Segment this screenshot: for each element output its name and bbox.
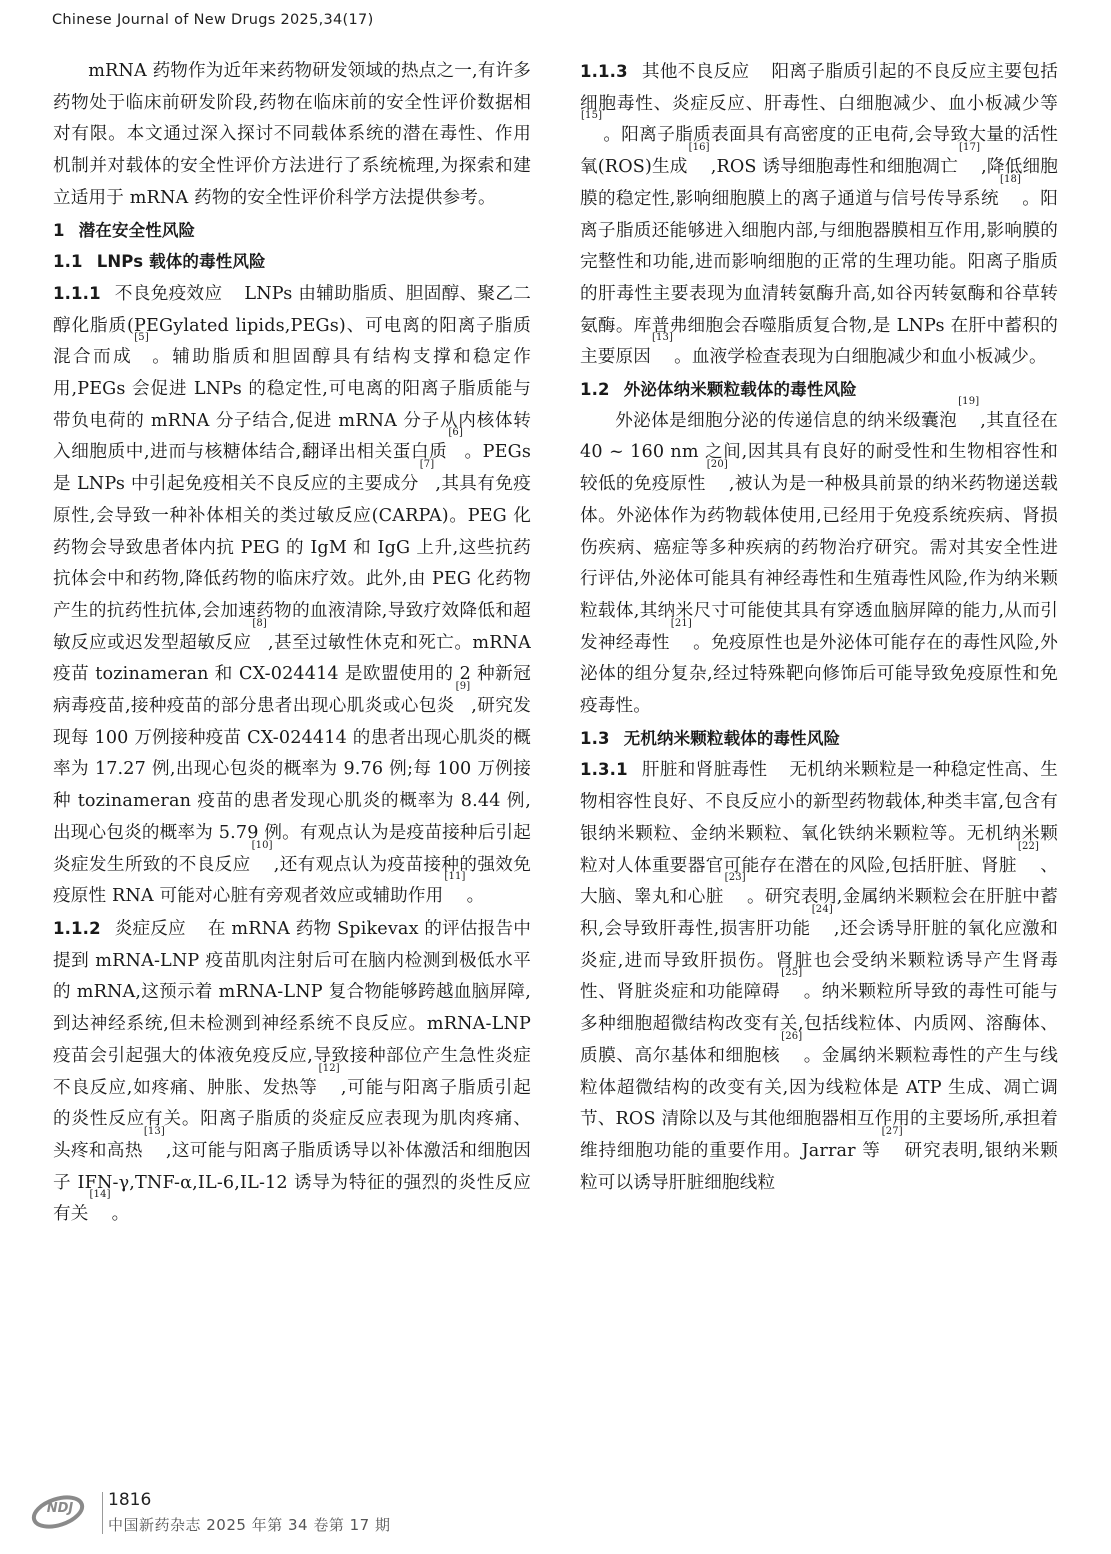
citation: [20] xyxy=(706,459,728,471)
citation: [21] xyxy=(670,617,692,629)
section-number: 1.3 xyxy=(580,728,610,748)
body-text: 。金属纳米颗粒毒性的产生与线粒体超微结构的改变有关,因为线粒体是 ATP 生成、凋亡调节、ROS 清除以及与其他细胞器相互作用的主要场所,承担着维持细胞功能的重要作用。Jarrar 等 xyxy=(580,1045,1058,1161)
section-heading-1 xyxy=(53,215,531,247)
citation: [5] xyxy=(134,332,149,344)
citation: [6] xyxy=(448,427,463,439)
section-heading-1-1 xyxy=(53,246,531,278)
citation: [17] xyxy=(959,142,981,154)
citation: [15] xyxy=(581,110,603,122)
body-text: 。阳离子脂质表面具有高密度的正电荷,会导致大量的活性氧(ROS)生成 xyxy=(580,125,1058,178)
body-text: ,降低细胞膜的稳定性,影响细胞膜上的离子通道与信号传导系统 xyxy=(580,157,1059,209)
section-number: 1.2 xyxy=(580,380,610,400)
body-text: 。辅助脂质和胆固醇具有结构支撑和稳定作用,PEGs 会促进 LNPs 的稳定性,可电离的阳离子脂质能与带负电荷的 mRNA 分子结合,促进 mRNA 分子从内核体转入细胞质中,进而与核糖体结合,翻译出相关蛋白质 xyxy=(53,347,531,463)
section-title: LNPs 载体的毒性风险 xyxy=(96,252,266,272)
subsection-title: 其他不良反应 xyxy=(641,62,750,82)
paragraph-1-1-2 xyxy=(53,913,531,1231)
citation: [24] xyxy=(811,903,833,915)
section-title: 外泌体纳米颗粒载体的毒性风险 xyxy=(623,380,857,400)
right-column xyxy=(580,56,1058,1199)
citation: [27] xyxy=(881,1125,903,1137)
subsection-number: 1.1.2 xyxy=(53,918,101,938)
citation: [23] xyxy=(724,872,746,884)
subsection-title: 不良免疫效应 xyxy=(114,283,223,304)
intro-paragraph: mRNA 药物作为近年来药物研发领域的热点之一,有许多药物处于临床前研发阶段,药物在临床前的安全性评价数据相对有限。本文通过深入探讨不同载体系统的潜在毒性、作用机制并对载体的安全性评价方法进行了系统梳理,为探索和建立适用于 mRNA 药物的安全性评价科学方法提供参考。 xyxy=(53,61,531,208)
body-text: 。PEGs 是 LNPs 中引起免疫相关不良反应的主要成分 xyxy=(53,442,532,495)
body-text: 。 xyxy=(466,886,485,907)
paragraph-1-2 xyxy=(580,395,1058,723)
body-text: 。研究表明,金属纳米颗粒会在肝脏中蓄积,会导致肝毒性,损害肝功能 xyxy=(580,887,1059,939)
paragraph-1-1-1 xyxy=(53,278,531,913)
paragraph-1-3-1 xyxy=(580,754,1058,1199)
citation: [22] xyxy=(1017,840,1040,852)
body-text: ,可能与阳离子脂质引起的炎性反应有关。阳离子脂质的炎症反应表现为肌肉疼痛、头疼和高热 xyxy=(53,1077,531,1161)
body-text: ,其具有免疫原性,会导致一种补体相关的类过敏反应(CARPA)。PEG 化药物会导致患者体内抗 PEG 的 IgM 和 IgG 上升,这些抗药抗体会中和药物,降低药物的临床疗效。此外,由 PEG 化药物产生的抗药性抗体,会加速药物的血液清除,导致疗效降低和超敏反应或迟发型超敏反应 xyxy=(53,474,531,653)
body-text: LNPs 由辅助脂质、胆固醇、聚乙二醇化脂质(PEGylated lipids,PEGs)、可电离的阳离子脂质混合而成 xyxy=(53,283,531,368)
body-text: 研究表明,银纳米颗粒可以诱导肝脏细胞线粒 xyxy=(580,1140,1058,1193)
body-text: 。血液学检查表现为白细胞减少和血小板减少。 xyxy=(674,347,1047,368)
page-number: 1816 xyxy=(108,1490,152,1510)
citation: [26] xyxy=(781,1030,803,1042)
body-text: 。阳离子脂质还能够进入细胞内部,与细胞器膜相互作用,影响膜的完整性和功能,进而影响细胞的正常的生理功能。阳离子脂质的肝毒性主要表现为血清转氨酶升高,如谷丙转氨酶和谷草转氨酶。库普弗细胞会吞噬脂质复合物,是 LNPs 在肝中蓄积的主要原因 xyxy=(580,188,1058,368)
citation: [10] xyxy=(251,839,273,851)
body-text: 在 mRNA 药物 Spikevax 的评估报告中提到 mRNA-LNP 疫苗肌肉注射后可在脑内检测到极低水平的 mRNA,这预示着 mRNA-LNP 复合物能够跨越血脑屏障,到达神经系统,但未检测到神经系统不良反应。mRNA-LNP 疫苗会引起强大的体液免疫反应,导致接种部位产生急性炎症不良反应,如疼痛、肿胀、发热等 xyxy=(53,918,531,1098)
footer-divider xyxy=(102,1492,103,1534)
subsection-title: 肝脏和肾脏毒性 xyxy=(641,760,768,781)
section-number: 1.1 xyxy=(53,252,83,272)
subsection-title: 炎症反应 xyxy=(114,918,186,939)
journal-issue-line: 中国新药杂志 2025 年第 34 卷第 17 期 xyxy=(108,1516,391,1534)
body-text: ,还会诱导肝脏的氧化应激和炎症,进而导致肝损伤。肾脏也会受纳米颗粒诱导产生肾毒性、肾脏炎症和功能障碍 xyxy=(580,918,1058,1003)
page-footer xyxy=(30,1486,530,1546)
body-text: ,被认为是一种极具前景的纳米药物递送载体。外泌体作为药物载体使用,已经用于免疫系统疾病、肾损伤疾病、癌症等多种疾病的药物治疗研究。需对其安全性进行评估,外泌体可能具有神经毒性和生殖毒性风险,作为纳米颗粒载体,其纳米尺寸可能使其具有穿透血脑屏障的能力,从而引发神经毒性 xyxy=(580,474,1058,653)
body-text: 。 xyxy=(111,1204,130,1225)
body-text: 无机纳米颗粒是一种稳定性高、生物相容性良好、不良反应小的新型药物载体,种类丰富,包含有银纳米颗粒、金纳米颗粒、氧化铁纳米颗粒等。无机纳米颗粒对人体重要器官可能存在潜在的风险,包括肝脏、肾脏 xyxy=(580,760,1058,876)
subsection-number: 1.1.1 xyxy=(53,283,101,303)
running-head: Chinese Journal of New Drugs 2025,34(17) xyxy=(52,12,374,28)
citation: [13] xyxy=(651,332,674,344)
body-text: ,这可能与阳离子脂质诱导以补体激活和细胞因子 IFN-γ,TNF-α,IL-6,IL-12 诱导为特征的强烈的炎性反应有关 xyxy=(53,1140,531,1225)
citation: [13] xyxy=(143,1125,165,1137)
journal-logo-text: NDJ xyxy=(46,1501,74,1516)
section-title: 无机纳米颗粒载体的毒性风险 xyxy=(623,728,841,748)
body-text: 。免疫原性也是外泌体可能存在的毒性风险,外泌体的组分复杂,经过特殊靶向修饰后可能导致免疫原性和免疫毒性。 xyxy=(580,632,1058,717)
citation: [11] xyxy=(444,871,466,883)
body-text: ,其直径在 40 ~ 160 nm 之间,因其具有良好的耐受性和生物相容性和较低的免疫原性 xyxy=(580,410,1058,495)
citation: [12] xyxy=(318,1062,340,1074)
section-heading-1-2 xyxy=(580,374,1058,406)
citation: [7] xyxy=(419,459,435,471)
body-text: 。纳米颗粒所导致的毒性可能与多种细胞超微结构改变有关,包括线粒体、内质网、溶酶体、质膜、高尔基体和细胞核 xyxy=(580,982,1058,1066)
citation: [16] xyxy=(688,142,710,154)
body-text: ,ROS 诱导细胞毒性和细胞凋亡 xyxy=(710,157,958,178)
journal-logo-icon xyxy=(30,1490,90,1530)
body-text: ,还有观点认为疫苗接种的强效免疫原性 RNA 可能对心脏有旁观者效应或辅助作用 xyxy=(53,854,531,907)
citation: [14] xyxy=(89,1189,111,1201)
left-column xyxy=(53,56,531,1231)
body-text: 、大脑、睾丸和心脏 xyxy=(580,855,1058,908)
citation: [25] xyxy=(781,967,803,979)
citation: [18] xyxy=(999,173,1022,185)
citation: [8] xyxy=(252,617,267,629)
subsection-number: 1.1.3 xyxy=(580,62,628,81)
paragraph-1-1-3 xyxy=(580,56,1058,374)
citation: [19] xyxy=(958,395,980,407)
section-title: 潜在安全性风险 xyxy=(78,220,196,240)
body-text: ,甚至过敏性休克和死亡。mRNA 疫苗 tozinameran 和 CX-024414 是欧盟使用的 2 种新冠病毒疫苗,接种疫苗的部分患者出现心肌炎或心包炎 xyxy=(53,632,531,717)
section-heading-1-3 xyxy=(580,723,1058,755)
subsection-number: 1.3.1 xyxy=(580,760,628,780)
body-text: 阳离子脂质引起的不良反应主要包括细胞毒性、炎症反应、肝毒性、白细胞减少、血小板减少等 xyxy=(580,62,1058,114)
body-text: ,研究发现每 100 万例接种疫苗 CX-024414 的患者出现心肌炎的概率为 17.27 例,出现心包炎的概率为 9.76 例;每 100 万例接种 tozinameran 疫苗的患者发现心肌炎的概率为 8.44 例,出现心包炎的概率为 5.79 例。有观点认为是疫苗接种后引起炎症发生所致的不良反应 xyxy=(53,696,531,875)
citation: [9] xyxy=(455,681,471,693)
section-number: 1 xyxy=(53,220,65,240)
body-text: 外泌体是细胞分泌的传递信息的纳米级囊泡 xyxy=(615,410,958,431)
